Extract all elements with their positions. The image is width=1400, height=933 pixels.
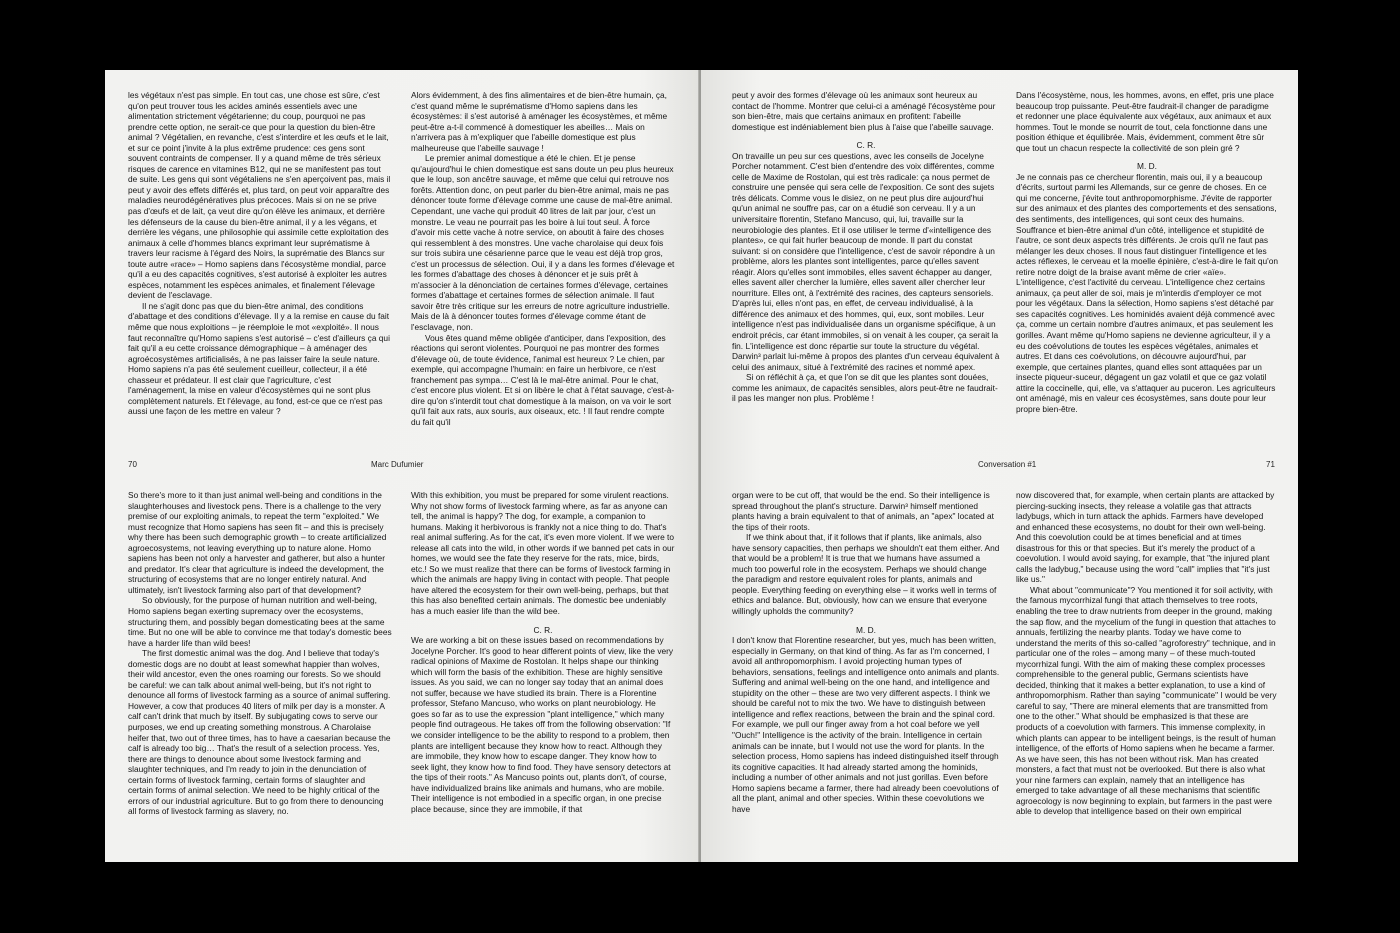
paragraph: What about "communicate"? You mentioned it for soil activity, with the famous mycorrhizal fungi that attach themselves to tree roots, enabling the tree to draw nutrients from deeper in the ground, making the sap flow, and the mycelium of the fungi in question that attaches to annuals, fertilizing the nearby plants. Today we have come to understand the merits of this so-called "agroforestry" technique, and in particular one of the roles – among many – of these much-touted mycorrhizal fungi. With the aim of making these complex processes comprehensible to the general public, Germans scientists have decided, thinking that it makes a better explanation, to use a kind of anthropomorphism. Rather than saying "communicate" I would be very careful to say, "There are mineral elements that are transmitted from one to the other." What should be emphasized is that these are products of a coevolution with farmers. This immense complexity, in which plants can appear to be intelligent beings, is the result of human intelligence, of the efforts of Homo sapiens when he became a farmer. As we have seen, this has not been without risk. Man has created monsters, a fact that must not be overlooked. But there is also what your nine farmers can explain, namely that an intelligence has emerged to take advantage of all these mechanisms that scientific agroecology is now beginning to explain, but farmers in the past were able to develop that intelligence based on their own empirical xyxy=(1016,584,1277,817)
paragraph: organ were to be cut off, that would be the end. So their intelligence is spread throughout the plant's structure. Darwin³ himself mentioned plants having a brain equivalent to that of animals, an "apex" located at the tips of their roots. xyxy=(732,490,994,532)
speaker-initials: M. D. xyxy=(1137,161,1157,172)
speaker-initials: C. R. xyxy=(856,140,876,151)
left-english-column-2 xyxy=(411,490,675,860)
paragraph: Je ne connais pas ce chercheur florentin, mais oui, il y a beaucoup d'écrits, surtout parmi les Allemands, sur ce genre de choses. En ce qui me concerne, j'évite tout anthropomorphisme. J'évite de rapporter sur des animaux et des plantes des comportements et des sensations, des sentiments, des intelligences, qui sont ceux des humains. Souffrance et bien-être animal d'un côté, intelligence et stupidité de l'autre, ce sont deux aspects très différents. Je crois qu'il ne faut pas mélanger les deux choses. Il nous faut distinguer l'intelligence et les actes réflexes, le cerveau et la moelle épinière, c'est-à-dire le fait qu'on retire notre doigt de la braise avant même de crier «aïe». L'intelligence, c'est l'activité du cerveau. L'intelligence chez certains animaux, ça peut aller de soi, mais je m'interdis d'employer ce mot pour les végétaux. Dans la sélection, Homo sapiens s'est détaché par ses capacités cognitives. Les hominidés avaient déjà commencé avec ça, comme un certain nombre d'autres animaux, et pas seulement les gorilles. Avant même qu'Homo sapiens ne devienne agriculteur, il y a eu des coévolutions de toutes les espèces végétales, animales et autres. Et dans ces coévolutions, on découvre aujourd'hui, par exemple, que certaines plantes, quand elles sont attaquées par un insecte piqueur-suceur, dégagent un gaz volatil et que ce gaz volatil attire la coccinelle, qui, elle, va s'attaquer au puceron. Les agriculteurs ont aménagé, mis en valeur ces écosystèmes, sans doute pour leur propre bien-être. xyxy=(1016,171,1278,414)
running-head: Marc Dufumier xyxy=(371,460,424,469)
left-french-column-2 xyxy=(411,90,675,470)
paragraph: On travaille un peu sur ces questions, avec les conseils de Jocelyne Porcher notamment. C'est bien d'entendre des voix différentes, comme celle de Maxime de Rostolan, qui est très radicale: ça nous permet de construire une pensée qui sera celle de l'exposition. Ce sont des sujets très délicats. Comme vous le disiez, on ne peut plus dire aujourd'hui qu'un animal ne souffre pas, car on a étudié son cerveau. Il y a un universitaire florentin, Stefano Mancuso, qui, lui, travaille sur la neurobiologie des plantes. Et il ose utiliser le terme d'«intelligence des plantes», ce qui fait hurler beaucoup de monde. Il part du constat suivant: si on considère que l'intelligence, c'est de savoir répondre à un problème, alors les plantes sont intelligentes, parce qu'elles savent réagir. Alors qu'elles sont immobiles, elles savent échapper au danger, elles savent aller chercher la lumière, elles savent aller chercher leur nourriture. Elles ont, à l'extrémité des racines, des capteurs sensoriels. D'après lui, elles n'ont pas, en effet, de cerveau individualisé, à la différence des animaux et des hommes, qui, eux, sont mobiles. Leur intelligence n'est pas individualisée dans un organisme spécifique, à un endroit précis, car étant immobiles, si on venait à les couper, ça serait la fin. L'intelligence est donc répartie sur toute la structure du végétal. Darwin³ parlait lui-même à propos des plantes d'un cerveau équivalent à celui des animaux, situé à l'extrémité des racines et nommé apex. xyxy=(732,150,1000,372)
right-french-column-2 xyxy=(1016,90,1278,470)
running-head: Conversation #1 xyxy=(978,460,1037,469)
right-page xyxy=(701,70,1298,862)
paragraph: If we think about that, if it follows that if plants, like animals, also have sensory capacities, then perhaps we shouldn't eat them either. And that would be a problem! It is true that we humans have assumed a much too powerful role in the ecosystem. Perhaps we should change the paradigm and restore equivalent roles for plants, animals and people. Everything feeding on everything else – it works well in terms of ethics and balance. But, obviously, how can we ensure that everyone willingly upholds the community? xyxy=(732,532,1000,617)
paragraph: now discovered that, for example, when certain plants are attacked by piercing-sucking insects, they release a volatile gas that attracts ladybugs, which in turn attack the aphids. Farmers have developed and enhanced these ecosystems, no doubt for their own well-being. And this coevolution could be at times beneficial and at times disastrous for this or that species. But it's merely the product of a coevolution. I would avoid saying, for example, that "the injured plant calls the ladybug," because using the word "call" implies that "it's just like us." xyxy=(1016,490,1275,585)
page-number: 71 xyxy=(1266,460,1275,469)
paragraph: les végétaux n'est pas simple. En tout cas, une chose est sûre, c'est qu'on peut trouver tous les acides aminés essentiels avec une alimentation strictement végétarienne; du coup, pourquoi ne pas prendre cette option, ne serait-ce que pour la question du bien-être animal ? Végétalien, en revanche, c'est s'interdire et les œufs et le lait, et sur ce point j'invite à la plus extrême prudence: ces gens sont souvent contraints de compenser. Il y a quand même de très sérieux risques de carence en vitamines B12, qui ne se manifestent pas tout de suite. Les gens qui sont végétaliens ne s'en aperçoivent pas, mais il peut y avoir des effets différés et, plus tard, on peut voir apparaître des maladies neurodégénératives plus précoces. Mais si on ne se prive pas d'œufs et de lait, ça veut dire qu'on élève les animaux, et derrière les défenseurs de la cause du bien-être animal, il y a les végans, et derrière les végans, une philosophie qui assimile cette exploitation des animaux à celle d'hommes blancs exprimant leur suprématisme à travers leur racisme à l'égard des Noirs, la suprématie des Blancs sur toute autre «race» – Homo sapiens dans l'écosystème mondial, parce qu'il a eu des capacités cognitives, s'est autorisé à exploiter les autres espèces, notamment les espèces animales, et finalement l'élevage devient de l'esclavage. xyxy=(128,90,391,301)
paragraph: Alors évidemment, à des fins alimentaires et de bien-être humain, ça, c'est quand même le suprématisme d'Homo sapiens dans les écosystèmes: il s'est autorisé à aménager les écosystèmes, et même peut-être a-t-il commencé à domestiquer les abeilles… Mais on n'arrivera pas à m'expliquer que l'abeille domestique est plus malheureuse que l'abeille sauvage ! xyxy=(411,90,668,153)
right-english-column-2 xyxy=(1016,490,1278,860)
left-page xyxy=(105,70,699,862)
paragraph: Si on réfléchit à ça, et que l'on se dit que les plantes sont douées, comme les animaux, de capacités sensibles, alors peut-être ne faudrait-il pas les manger non plus. Problème ! xyxy=(732,372,998,404)
paragraph: Il ne s'agit donc pas que du bien-être animal, des conditions d'abattage et des conditions d'élevage. Il y a la remise en cause du fait même que nous exploitions – je réemploie le mot «exploité». Il nous faut reconnaître qu'Homo sapiens s'est autorisé – c'est d'ailleurs ça qui fait qu'il a eu cette croissance démographique – à aménager des agroécosystèmes artificialisés, à ne pas laisser faire la seule nature. Homo sapiens n'a pas été seulement cueilleur, collecteur, il a été chasseur et prédateur. Il est clair que l'agriculture, c'est l'aménagement, la mise en valeur d'écosystèmes qui ne sont plus complètement naturels. Et l'élevage, au fond, est-ce que ce n'est pas aussi une façon de les mettre en valeur ? xyxy=(128,300,390,417)
paragraph: We are working a bit on these issues based on recommendations by Jocelyne Porcher. It's good to hear different points of view, like the very radical opinions of Maxime de Rostolan. It helps shape our thinking which will form the basis of the exhibition. These are highly sensitive issues. As you said, we can no longer say today that an animal does not suffer, because we have studied its brain. There is a Florentine professor, Stefano Mancuso, who works on plant neurobiology. He goes so far as to use the expression "plant intelligence," which many people find outrageous. He takes off from the following observation: "If we consider intelligence to be the ability to respond to a problem, then plants are intelligent because they know how to react. Although they are immobile, they know how to escape danger. They know how to seek light, they know how to find food. They have sensory detectors at the tips of their roots." As Mancuso points out, plants don't, of course, have individualized brains like animals and humans, who are mobile. Their intelligence is not embodied in a specific organ, in one precise place because, since they are immobile, if that xyxy=(411,635,674,814)
paragraph: peut y avoir des formes d'élevage où les animaux sont heureux au contact de l'homme. Montrer que celui-ci a aménagé l'écosystème pour son bien-être, mais que certains animaux en profitent: l'abeille domestique est indéniablement bien plus à l'aise que l'abeille sauvage. xyxy=(732,90,996,132)
left-french-column-1 xyxy=(128,90,392,470)
paragraph: With this exhibition, you must be prepared for some virulent reactions. Why not show forms of livestock farming where, as far as anyone can tell, the animal is happy? The dog, for example, a companion to humans. Making it herbivorous is frankly not a nice thing to do. That's real animal suffering. As for the cat, it's even more violent. If we were to release all cats into the wild, in other words if we banned pet cats in our homes, we would see the fate they reserve for the rats, mice, birds, etc.! So we must realize that there can be forms of livestock farming in which the animals are happy living in contact with people. That people have altered the ecosystem for their own well-being, perhaps, but that this has also benefited certain animals. The domestic bee undeniably has a much easier life than the wild bee. xyxy=(411,490,675,617)
right-english-column-1 xyxy=(732,490,1000,860)
speaker-initials: C. R. xyxy=(533,624,553,635)
left-english-column-1 xyxy=(128,490,392,860)
paragraph: I don't know that Florentine researcher, but yes, much has been written, especially in Germany, on that kind of thing. As far as I'm concerned, I avoid all anthropomorphism. I avoid projecting human types of behaviors, sensations, feelings and intelligence onto animals and plants. Suffering and animal well-being on the one hand, and intelligence and stupidity on the other – these are two very different aspects. I think we should be careful not to mix the two. We have to distinguish between intelligence and reflex reactions, between the brain and the spinal cord. For example, we pull our finger away from a hot coal before we yell "Ouch!" Intelligence is the activity of the brain. Intelligence in certain animals can be innate, but I would not use the word for plants. In the selection process, Homo sapiens has indeed distinguished itself through its cognitive capacities. It had already started among the hominids, including a number of other animals and not just gorillas. Even before Homo sapiens became a farmer, there had already been coevolutions of all the plant, animal and other species. Within these coevolutions we have xyxy=(732,635,1000,814)
paragraph: Vous êtes quand même obligée d'anticiper, dans l'exposition, des réactions qui seront violentes. Pourquoi ne pas montrer des formes d'élevage où, de toute évidence, l'animal est heureux ? Le chien, par exemple, qui accompagne l'humain: en faire un herbivore, ce n'est franchement pas sympa… C'est là le mal-être animal. Pour le chat, c'est encore plus violent. Et si on libère le chat à l'état sauvage, c'est-à-dire qu'on s'interdit tout chat domestique à la maison, on va voir le sort qu'il fait aux rats, aux souris, aux oiseaux, etc. ! Il faut rendre compte du fait qu'il xyxy=(411,332,675,427)
speaker-initials: M. D. xyxy=(856,624,876,635)
right-french-column-1 xyxy=(732,90,1000,470)
paragraph: Dans l'écosystème, nous, les hommes, avons, en effet, pris une place beaucoup trop puissante. Peut-être faudrait-il changer de paradigme et redonner une place équivalente aux végétaux, aux animaux et aux hommes. Tout le monde se nourrit de tout, cela fonctionne dans une position éthique et équilibrée. Mais, évidemment, comment être sûr que tout un chacun respecte la collectivité de son plein gré ? xyxy=(1016,90,1274,153)
paragraph: Le premier animal domestique a été le chien. Et je pense qu'aujourd'hui le chien domestique est sans doute un peu plus heureux que le loup, son ancêtre sauvage, et même que celui qui retrouve nos forêts. Attention donc, on peut parler du bien-être animal, mais ne pas dénoncer toute forme d'élevage comme une cause de mal-être animal. Cependant, une vache qui produit 40 litres de lait par jour, c'est un monstre. Le veau ne pourrait pas les boire à lui tout seul. À force d'avoir mis cette vache à notre service, on aboutit à faire des choses qui ressemblent à des monstres. Une vache charolaise qui deux fois sur trois subira une césarienne parce que le veau est déjà trop gros, c'est un processus de sélection. Oui, il y a dans les formes d'élevage et les formes d'abattage des choses à dénoncer et je suis prêt à m'associer à la dénonciation de certaines formes d'élevage, certaines formes d'abattage et certaines formes de sélection animale. Il faut savoir être très critique sur les erreurs de notre agriculture industrielle. Mais de là à dénoncer toutes formes d'élevage comme étant de l'esclavage, non. xyxy=(411,153,675,333)
paragraph: So there's more to it than just animal well-being and conditions in the slaughterhouses and livestock pens. There is a challenge to the very premise of our exploiting animals, to repeat the term "exploited." We must recognize that Homo sapiens has seen fit – and this is precisely why there has been such demographic growth – to create artificialized agroecosystems, not leaving everything up to nature alone. Homo sapiens has been not only a harvester and gatherer, but also a hunter and predator. It's clear that agriculture is indeed the development, the structuring of ecosystems that are no longer entirely natural. And ultimately, isn't livestock farming also part of that development? xyxy=(128,490,387,595)
page-number: 70 xyxy=(128,460,137,469)
paragraph: The first domestic animal was the dog. And I believe that today's domestic dogs are no doubt at least somewhat happier than wolves, their wild ancestor, even the ones roaming our forests. So we should be careful: we can talk about animal well-being, but it's not right to denounce all forms of livestock farming as a source of animal suffering. However, a cow that produces 40 liters of milk per day is a monster. A calf can't drink that much by itself. By subjugating cows to serve our purposes, we end up creating something monstrous. A Charolaise heifer that, two out of three times, has to have a caesarian because the calf is already too big… That's the result of a selection process. Yes, there are things to denounce about some livestock farming and slaughter techniques, and I'm ready to join in the denunciation of certain forms of livestock farming, certain forms of slaughter and certain forms of animal selection. We need to be highly critical of the errors of our industrial agriculture. But to go from there to denouncing all forms of livestock farming as slavery, no. xyxy=(128,648,391,817)
paragraph: So obviously, for the purpose of human nutrition and well-being, Homo sapiens began exerting supremacy over the ecosystems, structuring them, and possibly began domesticating bees at the same time. But no one will be able to convince me that today's domestic bees have a harder life than wild bees! xyxy=(128,595,392,648)
